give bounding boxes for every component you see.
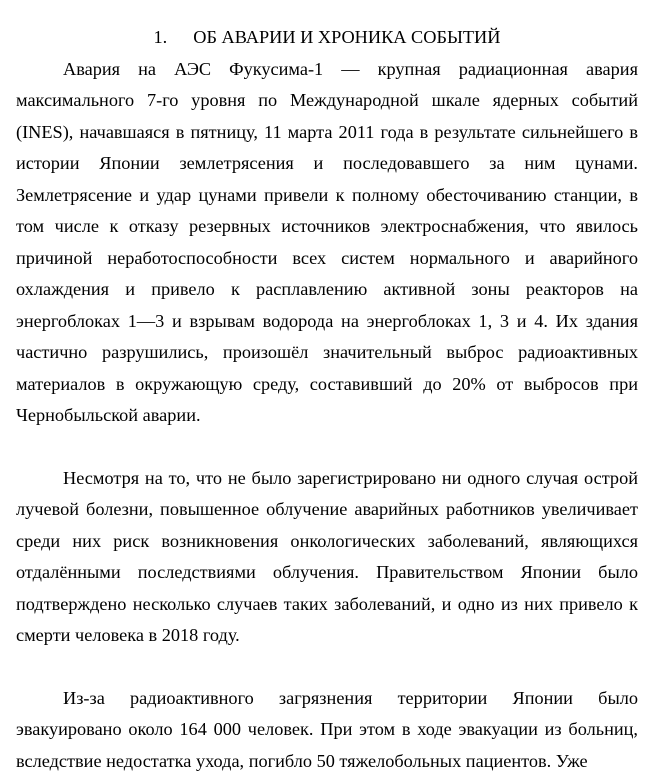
- paragraph-accident-overview: Авария на АЭС Фукусима-1 — крупная радиационная авария максимального 7-го уровня по Международной шкале ядерных событий (INES), начавшаяся в пятницу, 11 марта 2011 года в результате сильнейшего в истории Японии землетрясения и последовавшего за ним цунами. Землетрясение и удар цунами привели к полному обесточиванию станции, в том числе к отказу резервных источников электроснабжения, что явилось причиной неработоспособности всех систем нормального и аварийного охлаждения и привело к расплавлению активной зоны реакторов на энергоблоках 1—3 и взрывам водорода на энергоблоках 1, 3 и 4. Их здания частично разрушились, произошёл значительный выброс радиоактивных материалов в окружающую среду, составивший до 20% от выбросов при Чернобыльской аварии.: [16, 54, 638, 432]
- section-heading: [16, 22, 638, 54]
- paragraph-health-effects: Несмотря на то, что не было зарегистрировано ни одного случая острой лучевой болезни, повышенное облучение аварийных работников увеличивает среди них риск возникновения онкологических заболеваний, являющихся отдалёнными последствиями облучения. Правительством Японии было подтверждено несколько случаев таких заболеваний, и одно из них привело к смерти человека в 2018 году.: [16, 463, 638, 652]
- section-number: 1.: [154, 22, 168, 54]
- document-page: [16, 22, 638, 777]
- paragraph-evacuation: Из-за радиоактивного загрязнения территории Японии было эвакуировано около 164 000 человек. При этом в ходе эвакуации из больниц, вследствие недостатка ухода, погибло 50 тяжелобольных пациентов. Уже: [16, 683, 638, 777]
- section-title: ОБ АВАРИИ И ХРОНИКА СОБЫТИЙ: [193, 27, 500, 47]
